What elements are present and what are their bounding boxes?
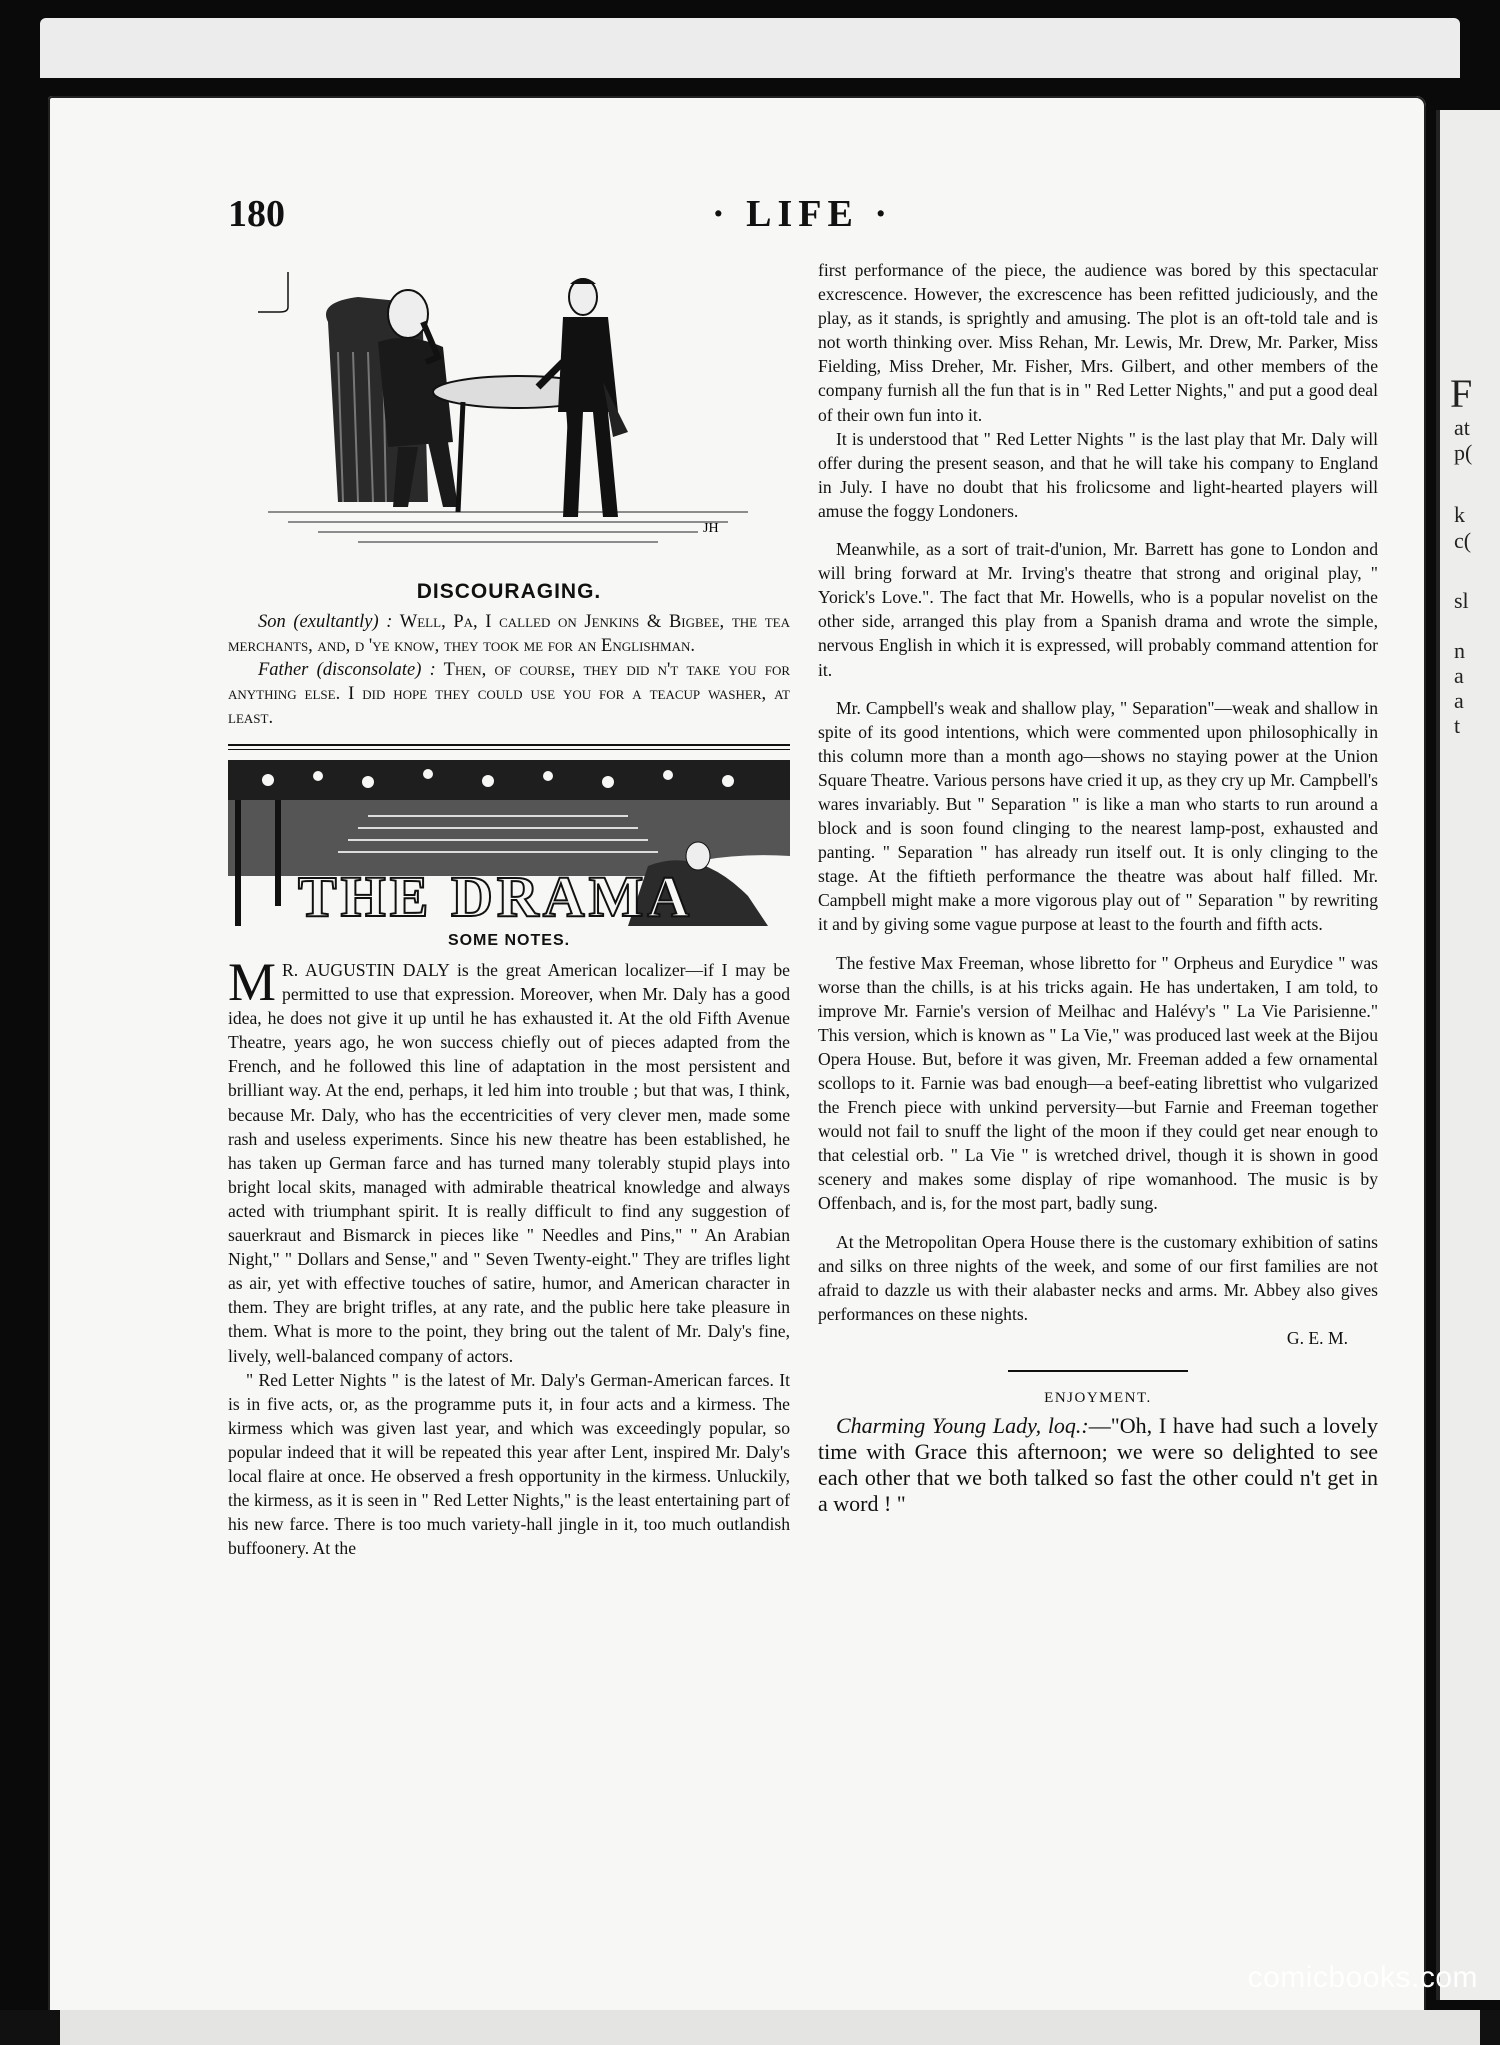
scan-bottom-edge (0, 2010, 1500, 2045)
adjacent-page-text: n (1454, 638, 1465, 663)
adjacent-page-text: p( (1454, 440, 1473, 465)
cartoon-dialogue-son (228, 610, 790, 658)
enjoyment-speaker: Charming Young Lady, loq.: (836, 1413, 1089, 1439)
adjacent-page-text: k (1454, 502, 1465, 527)
article-paragraph: " Red Letter Nights " is the latest of Mr. Daly's German-American farces. It is in five acts, or, as the programme puts it, in four acts and a kirmess. The kirmess which was given last year, and which was exceedingly popular, so popular indeed that it will be repeated this year after Lent, inspired Mr. Daly's local flaire at once. He observed a fresh opportunity in the kirmess. Unluckily, the kirmess, as it is seen in " Red Letter Nights," is the least entertaining part of his new farce. There is too much variety-hall jingle in it, too much outlandish buffoonery. At the (228, 1369, 790, 1559)
speaker-father: Father (disconsolate) : (258, 660, 436, 680)
masthead: · LIFE · (712, 193, 894, 235)
adjacent-page-text: t (1454, 713, 1461, 738)
left-column (228, 262, 790, 1560)
paragraph-text: R. AUGUSTIN DALY is the great American localizer—if I may be permitted to use that expression. Moreover, when Mr. Daly has a good idea, he does not give it up until he has exhausted it. At the old Fifth Avenue Theatre, years ago, he won success chiefly out of pieces adapted from the French, and he followed this line of adaptation in the most persistent and brilliant way. At the end, perhaps, it led him into trouble ; but that was, I think, because Mr. Daly, who has the eccentricities of very clever men, made some rash and useless experiments. Since his new theatre has been established, he has taken up German farce and has turned many tolerably stupid plays into bright local skits, managed with admirable theatrical knowledge and always acted with triumphant spirit. It is really difficult to find any suggestion of sauerkraut and Bismarck in pieces like " Needles and Pins," " An Arabian Night," " Dollars and Sense," and " Seven Twenty-eight." They are trifles light as air, yet with effective touches of satire, humor, and American character in them. They are bright trifles, at any rate, and the public here take pleasure in them. What is more to the point, they bring out the talent of Mr. Daly's fine, lively, well-balanced company of actors. (228, 960, 790, 1366)
adjacent-page-text: c( (1454, 528, 1472, 553)
cartoon-title: DISCOURAGING. (416, 580, 602, 603)
drop-cap: M (228, 952, 277, 1012)
adjacent-page-text: a (1454, 663, 1464, 688)
son-line: Well, Pa, I called on Jenkins & Bigbee, the tea merchants, and, d 'ye know, they took me for an Englishman. (228, 612, 790, 656)
page-number: 180 (228, 193, 285, 235)
enjoyment-text (818, 1413, 1378, 1517)
enjoyment-quote: —"Oh, I have had such a lovely time with Grace this afternoon; we were so delighted to see each other that we both talked so fast the other could n't get in a word ! " (818, 1413, 1378, 1517)
enjoyment-title: ENJOYMENT. (1044, 1390, 1152, 1407)
author-signature: G. E. M. (1286, 1327, 1348, 1348)
cartoon-illustration (258, 262, 758, 562)
adjacent-page-text: sl (1454, 588, 1469, 613)
adjacent-page-letter: F (1450, 371, 1473, 416)
article-paragraph: It is understood that " Red Letter Nights " is the last play that Mr. Daly will offer during the present season, and that he will take his company to England in July. I have no doubt that his frolicsome and light-hearted players will amuse the foggy Londoners. (818, 428, 1378, 521)
article-paragraph: Mr. Campbell's weak and shallow play, " Separation"—weak and shallow in spite of its good intentions, which were commented upon philosophically in this column more than a month ago—shows no staying power at the Union Square Theatre. Various persons have cried it up, as they cry up Mr. Campbell's wares invariably. But " Separation " is like a man who starts to run around a block and is soon found clinging to the nearest lamp-post, exhausted and panting. " Separation " has already run itself out. It is only clinging to the stage. At the fiftieth performance the theatre was about half filled. Mr. Campbell might make a more vigorous play out of " Separation " by rewriting it and by giving some vague purpose at least to the fourth and fifth acts. (818, 697, 1378, 935)
article-paragraph: Meanwhile, as a sort of trait-d'union, Mr. Barrett has gone to London and will bring forward at Mr. Irving's theatre that strong and original play, " Yorick's Love.". The fact that Mr. Howells, who is a popular novelist on the other side, arranged this play from a Spanish drama and wrote the simple, nervous English in which it is expressed, will probably command attention for it. (818, 539, 1378, 680)
father-line: Then, of course, they did n't take you for anything else. I did hope they could use you for a teacup washer, at least. (228, 660, 791, 728)
right-column (818, 258, 1378, 1517)
artist-initials: JH (703, 521, 719, 536)
article-paragraph (228, 952, 790, 1368)
watermark: comicbooks.com (1247, 1961, 1478, 1994)
cartoon-dialogue-father (228, 658, 790, 730)
article-paragraph: At the Metropolitan Opera House there is the customary exhibition of satins and silks on three nights of the week, and some of our first families are not afraid to dazzle us with their alabaster necks and arms. Mr. Abbey also gives performances on these nights. (818, 1231, 1378, 1324)
article-paragraph: The festive Max Freeman, whose libretto for " Orpheus and Eurydice " was worse than the chills, is at his tricks again. He has undertaken, I am told, to improve Mr. Farnie's version of Meilhac and Halévy's " La Vie Parisienne." This version, which is known as " La Vie," was produced last week at the Bijou Opera House. But, before it was given, Mr. Freeman added a few ornamental scollops to it. Farnie was bad enough—a beef-eating librettist who vulgarized the French piece with unkind perversity—but Farnie and Freeman together would not fail to snuff the light of the moon if they could get near enough to that celestial orb. " La Vie " is wretched drivel, though it is shown in good scenery and makes some display of ripe womanhood. The music is by Offenbach, and is, for the most part, badly sung. (818, 952, 1378, 1214)
section-title: SOME NOTES. (447, 932, 571, 949)
section-divider (1008, 1370, 1188, 1372)
adjacent-page-text: at (1454, 415, 1470, 440)
page-top-edge (40, 18, 1460, 78)
adjacent-page-text: a (1454, 688, 1464, 713)
speaker-son: Son (exultantly) : (258, 612, 393, 632)
drama-banner (228, 756, 790, 926)
banner-title: THE DRAMA (298, 864, 694, 926)
section-divider (228, 744, 790, 750)
adjacent-page-fragment (1436, 110, 1500, 2000)
article-paragraph: first performance of the piece, the audience was bored by this spectacular excrescence. However, the excrescence has been refitted judiciously, and the play, as it stands, is sprightly and amusing. The plot is an oft-told tale and is not worth thinking over. Miss Rehan, Mr. Lewis, Mr. Drew, Mr. Parker, Miss Fielding, Miss Dreher, Mr. Fisher, Mrs. Gilbert, and other members of the company furnish all the fun that is in " Red Letter Nights," and put a good deal of their own fun into it. (818, 260, 1378, 425)
